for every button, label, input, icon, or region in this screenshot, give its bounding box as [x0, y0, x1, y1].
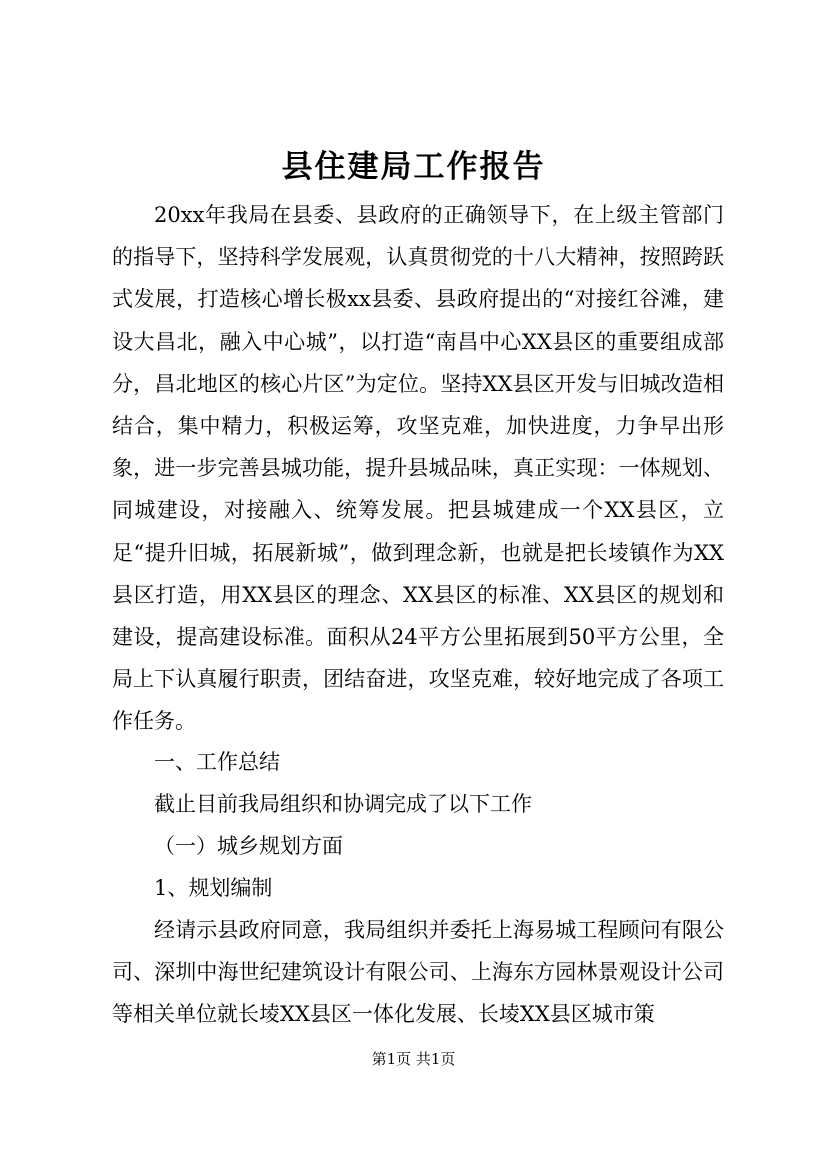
- item-heading: 1、规划编制: [154, 876, 273, 900]
- planning-paragraph: 经请示县政府同意，我局组织并委托上海易城工程顾问有限公司、深圳中海世纪建筑设计有限公司、上海东方园林景观设计公司等相关单位就长堎XX县区一体化发展、长堎XX县区城市策: [112, 918, 724, 1027]
- subsection-heading: （一）城乡规划方面: [154, 834, 343, 858]
- intro-paragraph: 20xx年我局在县委、县政府的正确领导下，在上级主管部门的指导下，坚持科学发展观，认真贯彻党的十八大精神，按照跨跃式发展，打造核心增长极xx县委、县政府提出的“对接红谷滩，建设大昌北，融入中心城”，以打造“南昌中心XX县区的重要组成部分，昌北地区的核心片区”为定位。坚持XX县区开发与旧城改造相结合，集中精力，积极运筹，攻坚克难，加快进度，力争早出形象，进一步完善县城功能，提升县城品味，真正实现：一体规划、同城建设，对接融入、统筹发展。把县城建成一个XX县区，立足“提升旧城，拓展新城”，做到理念新，也就是把长堎镇作为XX县区打造，用XX县区的理念、XX县区的标准、XX县区的规划和建设，提高建设标准。面积从24平方公里拓展到50平方公里，全局上下认真履行职责，团结奋进，攻坚克难，较好地完成了各项工作任务。: [112, 203, 724, 734]
- section-intro: 截止目前我局组织和协调完成了以下工作: [154, 792, 532, 816]
- page-footer: 第1页 共1页: [371, 1050, 456, 1068]
- document-title: 县住建局工作报告: [281, 149, 546, 185]
- section-heading: 一、工作总结: [154, 750, 280, 774]
